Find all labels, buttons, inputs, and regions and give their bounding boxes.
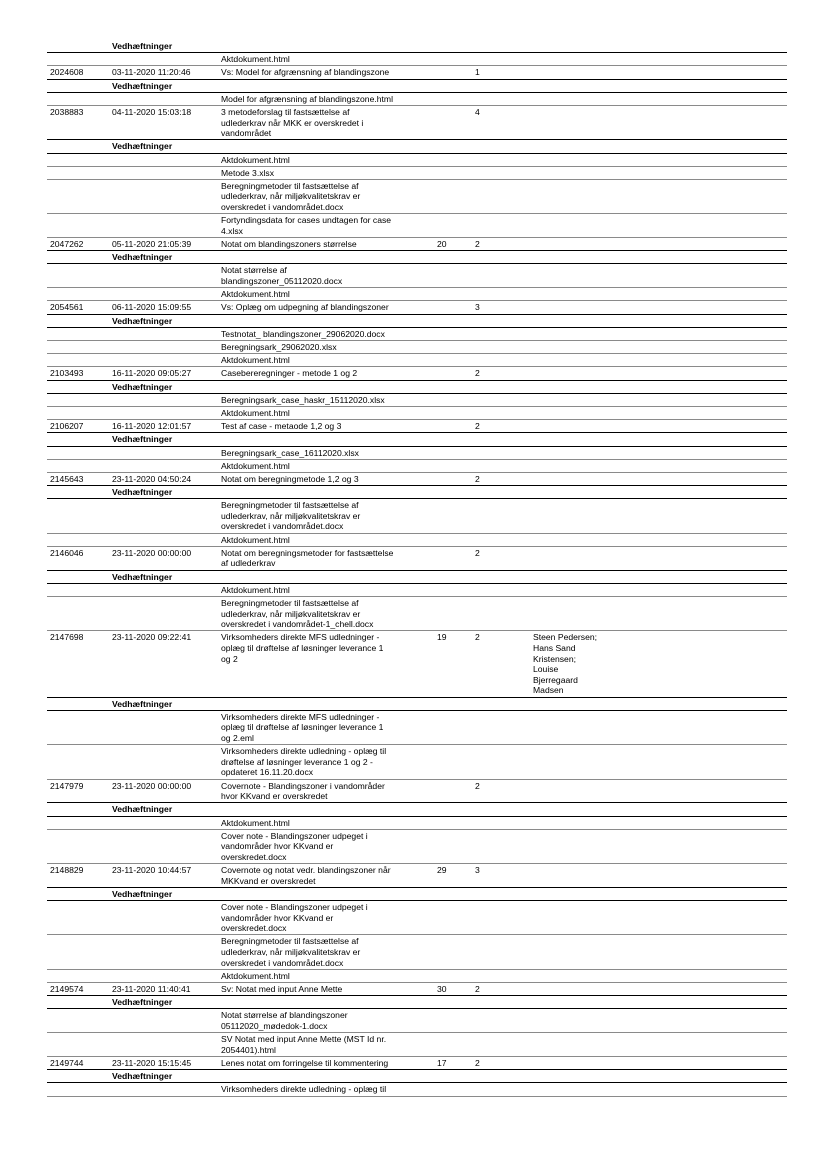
- attachments-label: Vedhæftninger: [112, 381, 173, 392]
- document-row: [47, 473, 787, 486]
- attachments-header-row: [47, 1070, 787, 1083]
- doc-id: 2024608: [50, 67, 84, 78]
- attachments-header-row: [47, 315, 787, 328]
- doc-count: 3: [475, 865, 480, 876]
- attachment-row: [47, 1033, 787, 1057]
- attachment-row: [47, 288, 787, 301]
- attachment-filename: Aktdokument.html: [221, 355, 290, 366]
- attachments-label: Vedhæftninger: [112, 698, 173, 709]
- doc-date: 16-11-2020 09:05:27: [112, 368, 192, 379]
- doc-id: 2147979: [50, 780, 84, 791]
- attachment-row: [47, 499, 787, 533]
- document-row: [47, 66, 787, 79]
- attachments-label: Vedhæftninger: [112, 888, 173, 899]
- doc-pages: 29: [437, 865, 447, 876]
- doc-id: 2145643: [50, 473, 84, 484]
- attachment-filename: Beregningsark_29062020.xlsx: [221, 342, 337, 352]
- document-row: [47, 367, 787, 380]
- doc-id: 2106207: [50, 421, 84, 432]
- attachments-header-row: [47, 40, 787, 53]
- doc-date: 23-11-2020 00:00:00: [112, 780, 192, 791]
- doc-pages: 30: [437, 984, 447, 995]
- doc-date: 23-11-2020 09:22:41: [112, 632, 192, 643]
- attachment-filename: Notat størrelse af blandingszoner 05112020_mødedok-1.docx: [221, 1010, 348, 1032]
- attachment-filename: Fortyndingsdata for cases undtagen for case 4.xlsx: [221, 215, 392, 236]
- attachment-filename: Aktdokument.html: [221, 54, 290, 65]
- attachment-row: [47, 53, 787, 66]
- doc-date: 04-11-2020 15:03:18: [112, 106, 192, 117]
- attachment-row: [47, 167, 787, 180]
- attachments-header-row: [47, 486, 787, 499]
- attachment-filename: Model for afgrænsning af blandingszone.html: [221, 93, 393, 104]
- attachment-row: [47, 180, 787, 214]
- attachment-row: [47, 711, 787, 745]
- attachment-row: [47, 328, 787, 341]
- document-row: [47, 631, 787, 697]
- doc-title: Notat om beregningsmetoder for fastsættelse af udlederkrav: [221, 547, 394, 569]
- attachment-row: [47, 1083, 787, 1096]
- attachment-row: [47, 584, 787, 597]
- attachment-row: [47, 745, 787, 779]
- attachments-label: Vedhæftninger: [112, 804, 173, 815]
- document-row: [47, 106, 787, 140]
- doc-title: Sv: Notat med input Anne Mette: [221, 984, 343, 995]
- doc-count: 3: [475, 302, 480, 313]
- document-row: [47, 420, 787, 433]
- doc-count: 2: [475, 239, 480, 250]
- doc-date: 16-11-2020 12:01:57: [112, 421, 192, 432]
- doc-date: 23-11-2020 11:40:41: [112, 984, 191, 995]
- doc-title: Casebereregninger - metode 1 og 2: [221, 368, 358, 379]
- attachments-label: Vedhæftninger: [112, 434, 173, 445]
- attachments-label: Vedhæftninger: [112, 571, 173, 582]
- attachment-row: [47, 534, 787, 547]
- doc-count: 2: [475, 421, 480, 432]
- attachment-filename: Cover note - Blandingszoner udpeget i vandområder hvor KKvand er overskredet.docx: [221, 830, 368, 862]
- doc-date: 23-11-2020 04:50:24: [112, 473, 192, 484]
- document-row: [47, 983, 787, 996]
- doc-title: Lenes notat om forringelse til kommentering: [221, 1058, 389, 1069]
- doc-title: Covernote og notat vedr. blandingszoner når MKKvand er overskredet: [221, 865, 391, 886]
- attachment-filename: Aktdokument.html: [221, 289, 290, 300]
- document-row: [47, 547, 787, 571]
- attachment-row: [47, 407, 787, 420]
- document-table: [47, 40, 787, 1097]
- doc-id: 2103493: [50, 368, 84, 379]
- attachment-filename: Beregningmetoder til fastsættelse af udlederkrav, når miljøkvalitetskrav er overskredet i vandområdet.docx: [221, 180, 361, 213]
- doc-date: 06-11-2020 15:09:55: [112, 302, 192, 313]
- attachments-label: Vedhæftninger: [112, 141, 173, 152]
- attachments-label: Vedhæftninger: [112, 1071, 173, 1082]
- attachment-filename: SV Notat med input Anne Mette (MST Id nr. 2054401).html: [221, 1034, 387, 1055]
- attachments-header-row: [47, 80, 787, 93]
- document-row: [47, 864, 787, 888]
- doc-id: 2147698: [50, 632, 84, 643]
- attachment-row: [47, 970, 787, 983]
- attachments-label: Vedhæftninger: [112, 487, 173, 498]
- attachment-filename: Virksomheders direkte MFS udledninger - oplæg til drøftelse af løsninger leverance 1 og 2.eml: [221, 711, 384, 743]
- attachments-header-row: [47, 996, 787, 1009]
- attachments-header-row: [47, 140, 787, 153]
- attachment-row: [47, 935, 787, 969]
- attachment-row: [47, 394, 787, 407]
- doc-title: Vs: Oplæg om udpegning af blandingszoner: [221, 302, 389, 313]
- attachments-header-row: [47, 571, 787, 584]
- attachment-row: [47, 460, 787, 473]
- attachment-filename: Cover note - Blandingszoner udpeget i vandområder hvor KKvand er overskredet.docx: [221, 902, 368, 934]
- doc-id: 2146046: [50, 547, 84, 558]
- attachment-filename: Aktdokument.html: [221, 970, 290, 981]
- doc-count: 2: [475, 984, 480, 995]
- doc-title: Notat om blandingszoners størrelse: [221, 239, 357, 250]
- attachment-filename: Beregningmetoder til fastsættelse af udlederkrav, når miljøkvalitetskrav er overskredet i vandområdet.docx: [221, 936, 361, 968]
- attachment-row: [47, 901, 787, 935]
- document-row: [47, 1057, 787, 1070]
- attachments-header-row: [47, 888, 787, 901]
- attachment-row: [47, 597, 787, 631]
- attachment-filename: Aktdokument.html: [221, 534, 290, 545]
- doc-pages: 17: [437, 1058, 447, 1069]
- attachments-label: Vedhæftninger: [112, 315, 173, 326]
- doc-count: 1: [475, 67, 480, 78]
- attachment-row: [47, 447, 787, 460]
- attachments-header-row: [47, 803, 787, 816]
- doc-title: 3 metodeforslag til fastsættelse af udlederkrav når MKK er overskredet i vandområdet: [221, 106, 364, 139]
- attachment-filename: Testnotat_ blandingszoner_29062020.docx: [221, 328, 385, 339]
- doc-id: 2149744: [50, 1058, 84, 1069]
- attachment-filename: Aktdokument.html: [221, 407, 290, 418]
- attachment-filename: Notat størrelse af blandingszoner_05112020.docx: [221, 265, 343, 287]
- attachment-row: [47, 354, 787, 367]
- doc-id: 2054561: [50, 302, 84, 313]
- attachment-row: [47, 154, 787, 167]
- doc-date: 23-11-2020 10:44:57: [112, 865, 192, 876]
- doc-title: Covernote - Blandingszoner i vandområder hvor KKvand er overskredet: [221, 780, 385, 802]
- document-row: [47, 780, 787, 804]
- attachments-header-row: [47, 381, 787, 394]
- attachment-filename: Metode 3.xlsx: [221, 167, 275, 178]
- doc-recipients: Steen Pedersen; Hans Sand Kristensen; Louise Bjerregaard Madsen: [533, 632, 598, 696]
- doc-title: Test af case - metaode 1,2 og 3: [221, 421, 342, 432]
- doc-count: 4: [475, 106, 480, 117]
- attachment-filename: Aktdokument.html: [221, 154, 290, 165]
- attachment-filename: Aktdokument.html: [221, 817, 290, 828]
- doc-title: Virksomheders direkte MFS udledninger - oplæg til drøftelse af løsninger leverance 1 og 2: [221, 632, 384, 664]
- attachment-row: [47, 264, 787, 288]
- doc-id: 2047262: [50, 239, 84, 250]
- attachment-row: [47, 214, 787, 238]
- attachments-header-row: [47, 433, 787, 446]
- attachments-label: Vedhæftninger: [112, 41, 173, 51]
- doc-pages: 19: [437, 632, 447, 643]
- document-row: [47, 238, 787, 251]
- document-row: [47, 301, 787, 314]
- doc-title: Vs: Model for afgrænsning af blandingszone: [221, 67, 390, 78]
- attachment-row: [47, 817, 787, 830]
- attachment-row: [47, 830, 787, 864]
- doc-count: 2: [475, 473, 480, 484]
- doc-count: 2: [475, 368, 480, 379]
- attachment-filename: Virksomheders direkte udledning - oplæg til: [221, 1084, 387, 1095]
- attachment-filename: Aktdokument.html: [221, 584, 290, 595]
- doc-count: 2: [475, 547, 480, 558]
- attachment-filename: Beregningsark_case_haskr_15112020.xlsx: [221, 394, 385, 405]
- doc-date: 03-11-2020 11:20:46: [112, 67, 191, 78]
- attachments-header-row: [47, 698, 787, 711]
- attachments-label: Vedhæftninger: [112, 80, 173, 91]
- doc-id: 2149574: [50, 984, 84, 995]
- attachment-filename: Aktdokument.html: [221, 460, 290, 471]
- doc-title: Notat om beregningmetode 1,2 og 3: [221, 473, 359, 484]
- attachment-row: [47, 1009, 787, 1033]
- doc-date: 05-11-2020 21:05:39: [112, 239, 192, 250]
- doc-id: 2038883: [50, 106, 84, 117]
- attachment-filename: Beregningmetoder til fastsættelse af udlederkrav, når miljøkvalitetskrav er overskredet i vandområdet.docx: [221, 500, 361, 532]
- attachment-row: [47, 93, 787, 106]
- doc-count: 2: [475, 632, 480, 643]
- doc-count: 2: [475, 1058, 480, 1069]
- doc-date: 23-11-2020 15:15:45: [112, 1058, 192, 1069]
- attachment-filename: Beregningsark_case_16112020.xlsx: [221, 447, 359, 458]
- attachments-label: Vedhæftninger: [112, 252, 173, 263]
- doc-pages: 20: [437, 239, 447, 250]
- attachment-row: [47, 341, 787, 354]
- attachment-filename: Beregningmetoder til fastsættelse af udlederkrav, når miljøkvalitetskrav er overskredet i vandområdet-1_chell.docx: [221, 598, 374, 630]
- attachments-header-row: [47, 251, 787, 264]
- doc-count: 2: [475, 780, 480, 791]
- attachments-label: Vedhæftninger: [112, 997, 173, 1008]
- attachment-filename: Virksomheders direkte udledning - oplæg til drøftelse af løsninger leverance 1 og 2 - opdateret 16.11.20.docx: [221, 746, 387, 778]
- doc-date: 23-11-2020 00:00:00: [112, 547, 192, 558]
- doc-id: 2148829: [50, 865, 84, 876]
